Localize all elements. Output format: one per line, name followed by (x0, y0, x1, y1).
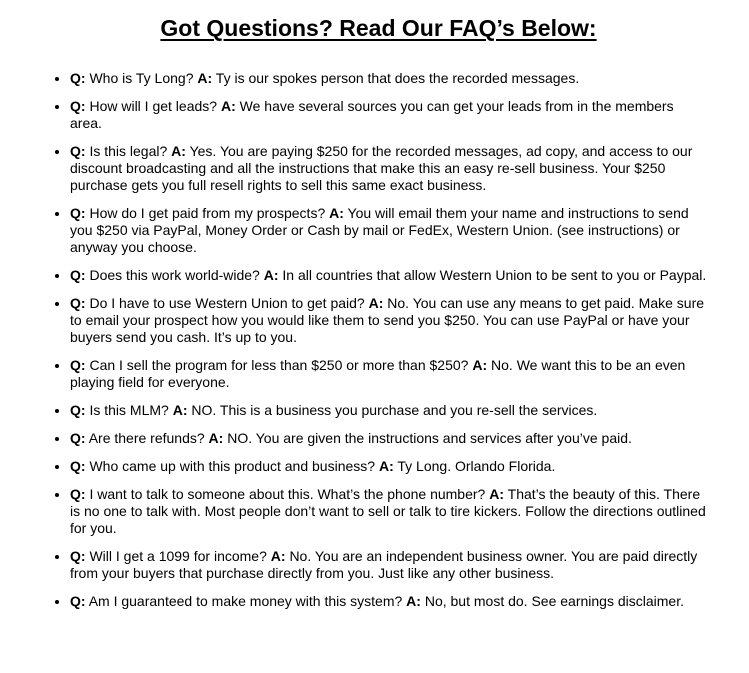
faq-question: I want to talk to someone about this. What’s the phone number? (89, 486, 486, 502)
faq-answer: Ty is our spokes person that does the recorded messages. (215, 70, 580, 86)
faq-item-9 (70, 430, 709, 447)
a-label: A: (368, 295, 384, 311)
q-label: Q: (70, 295, 86, 311)
q-label: Q: (70, 593, 86, 609)
faq-question: Do I have to use Western Union to get paid? (89, 295, 365, 311)
faq-answer: NO. You are given the instructions and services after you’ve paid. (227, 430, 632, 446)
faq-answer: No. We want this to be an even playing field for everyone. (70, 357, 686, 390)
q-label: Q: (70, 98, 86, 114)
a-label: A: (197, 70, 213, 86)
a-label: A: (208, 430, 224, 446)
a-label: A: (171, 143, 186, 159)
faq-question: How do I get paid from my prospects? (89, 205, 326, 221)
faq-item-7 (70, 357, 709, 391)
faq-answer: Yes. You are paying $250 for the recorded messages, ad copy, and access to our discount broadcasting and all the instructions that make this an easy re-sell business. Your $250 purchase gets you full resell rights to sell this same exact business. (70, 143, 693, 193)
faq-item-2 (70, 98, 709, 132)
q-label: Q: (70, 402, 86, 418)
q-label: Q: (70, 357, 86, 373)
q-label: Q: (70, 430, 86, 446)
faq-answer: You will email them your name and instructions to send you $250 via PayPal, Money Order or Cash by mail or FedEx, Western Union. (see instructions) or anyway you choose. (70, 205, 689, 255)
faq-item-12 (70, 548, 709, 582)
faq-answer: NO. This is a business you purchase and you re-sell the services. (191, 402, 598, 418)
a-label: A: (220, 98, 236, 114)
faq-answer: No. You can use any means to get paid. Make sure to email your prospect how you would like them to send you $250. You can use PayPal or have your buyers send you cash. It’s up to you. (70, 295, 705, 345)
faq-item-8 (70, 402, 709, 419)
faq-answer: We have several sources you can get your leads from in the members area. (70, 98, 674, 131)
faq-question: Who came up with this product and business? (89, 458, 376, 474)
faq-item-13 (70, 593, 709, 610)
faq-item-3 (70, 143, 709, 194)
faq-question: Am I guaranteed to make money with this system? (88, 593, 403, 609)
faq-answer: No. You are an independent business owner. You are paid directly from your buyers that purchase directly from you. Just like any other business. (70, 548, 698, 581)
q-label: Q: (70, 267, 86, 283)
faq-question: Is this MLM? (89, 402, 169, 418)
faq-item-4 (70, 205, 709, 256)
faq-question: Will I get a 1099 for income? (89, 548, 267, 564)
a-label: A: (489, 486, 504, 502)
faq-answer: In all countries that allow Western Union to be sent to you or Paypal. (282, 267, 707, 283)
faq-answer: Ty Long. Orlando Florida. (397, 458, 556, 474)
a-label: A: (378, 458, 394, 474)
q-label: Q: (70, 70, 86, 86)
a-label: A: (263, 267, 279, 283)
page-title: Got Questions? Read Our FAQ’s Below: (160, 15, 597, 41)
faq-answer: That’s the beauty of this. There is no one to talk with. Most people don’t want to sell or talk to tire kickers. Follow the directions outlined for you. (70, 486, 706, 536)
q-label: Q: (70, 548, 86, 564)
faq-item-6 (70, 295, 709, 346)
faq-item-5 (70, 267, 709, 284)
a-label: A: (172, 402, 188, 418)
faq-question: Does this work world-wide? (89, 267, 260, 283)
faq-item-10 (70, 458, 709, 475)
faq-question: Is this legal? (89, 143, 168, 159)
faq-item-1 (70, 70, 709, 87)
faq-item-11 (70, 486, 709, 537)
a-label: A: (270, 548, 286, 564)
faq-question: Who is Ty Long? (89, 70, 194, 86)
q-label: Q: (70, 205, 86, 221)
q-label: Q: (70, 486, 86, 502)
faq-question: Can I sell the program for less than $250 or more than $250? (89, 357, 469, 373)
faq-answer: No, but most do. See earnings disclaimer. (424, 593, 684, 609)
faq-list (0, 70, 749, 610)
a-label: A: (329, 205, 344, 221)
a-label: A: (472, 357, 488, 373)
q-label: Q: (70, 143, 86, 159)
a-label: A: (406, 593, 421, 609)
q-label: Q: (70, 458, 86, 474)
faq-question: How will I get leads? (89, 98, 218, 114)
faq-question: Are there refunds? (88, 430, 205, 446)
